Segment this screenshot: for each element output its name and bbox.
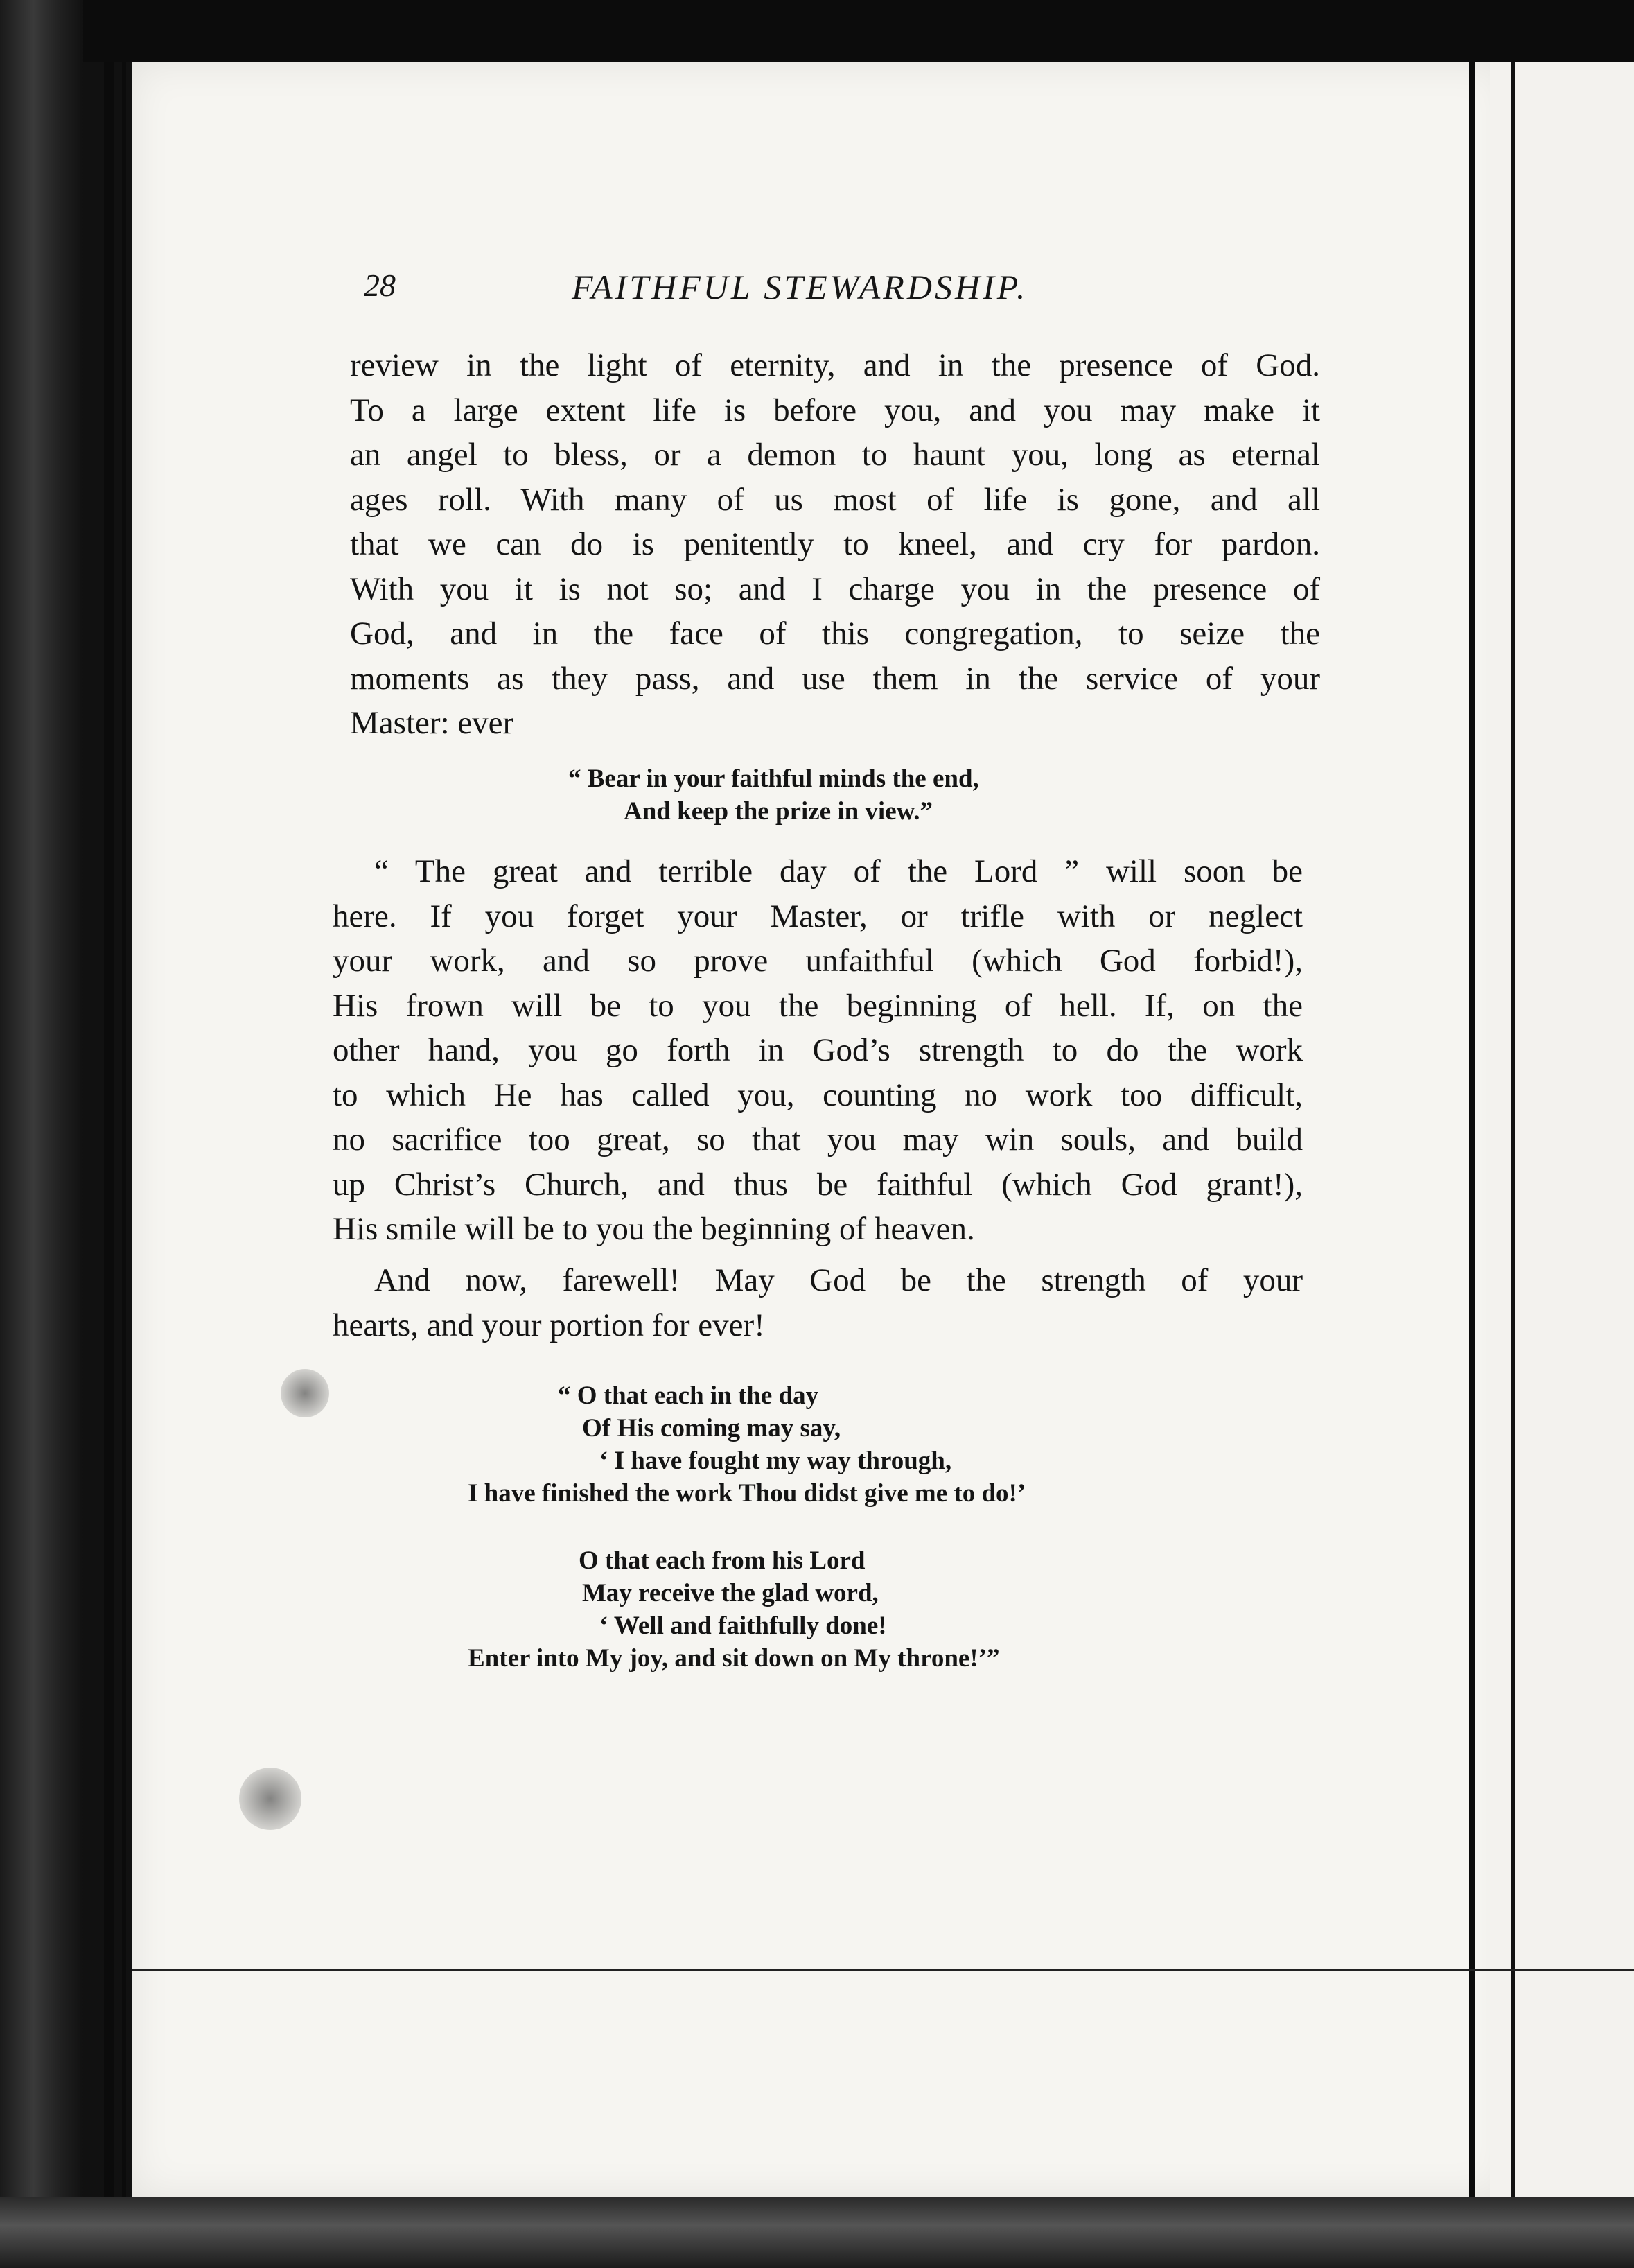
- scan-crease-line: [132, 1969, 1634, 1971]
- text-line: other hand, you go forth in God’s strength to do the work: [333, 1032, 1303, 1068]
- running-title: FAITHFUL STEWARDSHIP.: [572, 268, 1028, 306]
- text-line: to which He has called you, counting no work too difficult,: [333, 1076, 1303, 1113]
- verse-line: Enter into My joy, and sit down on My throne!’”: [468, 1644, 1000, 1673]
- verse-line: I have finished the work Thou didst give me to do!’: [468, 1479, 1026, 1508]
- text-line: God, and in the face of this congregation, to seize the: [350, 616, 1320, 652]
- page-edge-line: [122, 62, 126, 2197]
- paragraph-2: [333, 849, 1303, 1252]
- ink-smudge: [281, 1369, 329, 1418]
- text-line: ages roll. With many of us most of life is gone, and all: [350, 481, 1320, 518]
- paragraph-1: [350, 343, 1320, 746]
- text-line: To a large extent life is before you, and you may make it: [350, 392, 1320, 428]
- text-line: moments as they pass, and use them in the service of your: [350, 660, 1320, 697]
- ink-smudge: [239, 1768, 301, 1830]
- page-edge-line: [1511, 62, 1515, 2197]
- text-line: Master: ever: [350, 705, 514, 741]
- paragraph-3: [333, 1258, 1303, 1347]
- verse-line: ‘ I have fought my way through,: [599, 1447, 952, 1475]
- verse-line: Of His coming may say,: [582, 1414, 841, 1442]
- text-line: hearts, and your portion for ever!: [333, 1307, 765, 1343]
- book-spine-shadow: [0, 0, 83, 2268]
- text-line: that we can do is penitently to kneel, and cry for pardon.: [350, 526, 1320, 562]
- verse-line: May receive the glad word,: [582, 1579, 879, 1607]
- text-line: “ The great and terrible day of the Lord ” will soon be: [374, 853, 1303, 889]
- verse-line: “ Bear in your faithful minds the end,: [568, 765, 979, 793]
- text-line: your work, and so prove unfaithful (which God forbid!),: [333, 943, 1303, 979]
- text-line: His smile will be to you the beginning of heaven.: [333, 1211, 975, 1247]
- verse-line: ‘ Well and faithfully done!: [599, 1612, 887, 1640]
- scan-top-border: [0, 0, 1634, 62]
- verse-line: And keep the prize in view.”: [624, 797, 933, 826]
- quoted-verse-1: [568, 762, 979, 828]
- verse-line: “ O that each in the day: [558, 1381, 819, 1410]
- page-header: [364, 267, 1334, 315]
- text-line: up Christ’s Church, and thus be faithful (which God grant!),: [333, 1166, 1303, 1203]
- text-line: an angel to bless, or a demon to haunt you, long as eternal: [350, 437, 1320, 473]
- text-line: review in the light of eternity, and in the presence of God.: [350, 347, 1320, 383]
- scan-bottom-border: [0, 2197, 1634, 2268]
- quoted-verse-2: [468, 1379, 1026, 1510]
- text-line: With you it is not so; and I charge you in the presence of: [350, 570, 1320, 607]
- page-edge-line: [104, 62, 114, 2197]
- text-line: no sacrifice too great, so that you may win souls, and build: [333, 1122, 1303, 1158]
- text-line: And now, farewell! May God be the strength of your: [374, 1262, 1303, 1298]
- page-number: 28: [364, 268, 396, 303]
- page-edge-line: [1469, 62, 1475, 2197]
- verse-line: O that each from his Lord: [579, 1546, 866, 1575]
- text-line: His frown will be to you the beginning of hell. If, on the: [333, 987, 1303, 1024]
- quoted-verse-3: [468, 1544, 999, 1675]
- text-line: here. If you forget your Master, or trifle with or neglect: [333, 898, 1303, 934]
